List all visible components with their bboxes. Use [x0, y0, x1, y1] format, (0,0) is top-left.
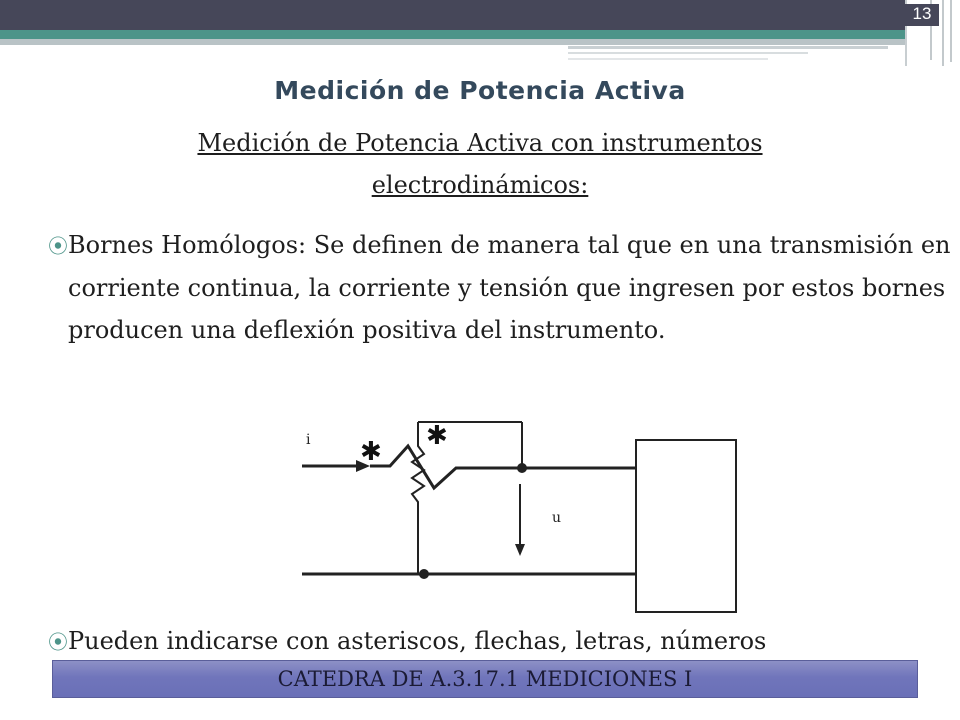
decor-stripe	[568, 52, 808, 54]
decor-line	[950, 0, 952, 62]
subtitle-line-2: electrodinámicos:	[371, 171, 589, 199]
circled-dot-icon: ⦿	[48, 630, 68, 654]
decor-stripe	[568, 58, 768, 60]
accent-band	[0, 30, 960, 39]
decor-stripe	[568, 46, 888, 49]
junction-top	[517, 463, 527, 473]
bullet-text: Bornes Homólogos: Se definen de manera tal que en una transmisión en corriente continua, la corriente y tensión que ingresen por estos bornes producen una deflexión positiva del instrumento.	[68, 231, 951, 344]
wattmeter-circuit-diagram	[290, 410, 750, 615]
load-box	[636, 440, 736, 612]
decor-line	[942, 0, 944, 66]
slide-title: Medición de Potencia Activa	[274, 76, 686, 105]
current-coil	[370, 446, 520, 488]
bullet-homologous-terminals	[48, 224, 960, 351]
asterisk-voltage: ✱	[426, 421, 448, 451]
footer-bar: CATEDRA DE A.3.17.1 MEDICIONES I	[52, 660, 918, 698]
slide-subtitle	[130, 122, 830, 206]
voltage-arrow-head	[515, 544, 525, 556]
asterisk-current: ✱	[360, 437, 382, 467]
current-label: i	[306, 432, 311, 448]
page-number: 13	[905, 4, 939, 26]
bullet-text: Pueden indicarse con asteriscos, flechas, letras, números	[68, 627, 767, 655]
subtitle-line-1: Medición de Potencia Activa con instrumentos	[197, 129, 763, 157]
header-band	[0, 0, 960, 30]
circled-dot-icon: ⦿	[48, 234, 68, 258]
junction-bottom	[419, 569, 429, 579]
grey-band	[0, 39, 905, 45]
bullet-markings	[48, 620, 960, 663]
voltage-label: u	[552, 510, 562, 526]
